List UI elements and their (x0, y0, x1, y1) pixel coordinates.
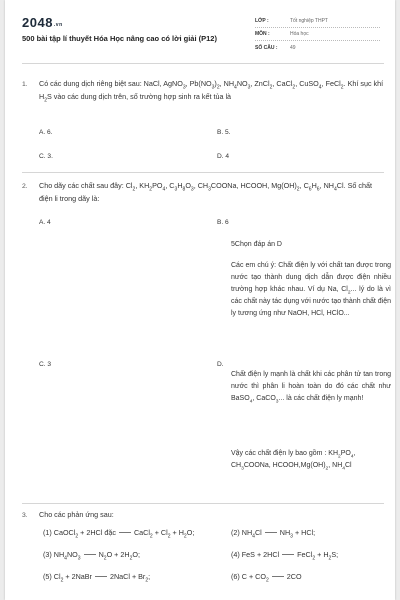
option-a[interactable]: A. 6. (39, 129, 53, 136)
meta-divider (255, 40, 380, 41)
question-divider (22, 172, 384, 173)
reaction-1: (1) CaOCl$_2$ + 2HCl đặc CaCl$_2$ + $Cl_2 + H_2O$; (43, 528, 195, 540)
reaction-2: (2) $NH_4Cl$ $NH_3$ + HCl; (231, 528, 316, 540)
option-d[interactable]: D. (217, 361, 224, 368)
meta-value-subject: Hóa học (290, 31, 309, 37)
meta-label-subject: MÔN : (255, 31, 270, 37)
arrow-icon (119, 532, 131, 533)
meta-label-class: LỚP : (255, 18, 269, 24)
question-text: Có các dung dịch riêng biệt sau: NaCl, AgNO$_3$, $Pb(NO_3)_2$, $NH_4NO_3$, ZnCl$_2$, CaCl$_2$, CuSO$_4$, FeCl$_2$. Khí sục khí $H_2S$ vào các dung dịch trên, số trường hợp sinh ra kết tủa là (39, 79, 384, 104)
arrow-icon (265, 532, 277, 533)
option-a[interactable]: A. 4 (39, 219, 51, 226)
answer-explanation-2: Chất điện ly mạnh là chất khi các phân tử tan trong nước thì phân li hoàn toàn do đó các chất như BaSO$_4$, CaCO$_3$... là các chất điện ly mạnh! (231, 371, 391, 405)
arrow-icon (95, 576, 107, 577)
answer-explanation-3: Vậy các chất điện ly bao gồm : $KH_2PO_4$, $CH_3COONa$, $HCOOH,Mg(OH)_2$, $NH_4Cl$ (231, 450, 356, 472)
question-number: 1. (22, 81, 28, 88)
meta-label-count: SỐ CÂU : (255, 45, 278, 51)
answer-explanation-1: Các em chú ý: Chất điện ly với chất tan được trong nước tạo thành dung dịch dẫn được điện nhiều trường hợp khác nhau. Ví dụ Na, $Cl_2$... lý do là vì các chất này tác dụng với nước tạo thành chất điện ly tương ứng như NaOH, HCl, HClO... (231, 262, 391, 317)
meta-value-count: 49 (290, 45, 296, 51)
question-text: Cho các phản ứng sau: (39, 510, 114, 519)
answer-choice: 5Chọn đáp án D (231, 241, 282, 248)
option-c[interactable]: C. 3. (39, 153, 53, 160)
site-logo[interactable]: 2048.vn (22, 15, 63, 30)
reaction-3: (3) $NH_4NO_3$ $N_2O + 2H_2O$; (43, 550, 140, 562)
question-number: 2. (22, 183, 28, 190)
header-divider (22, 63, 384, 64)
worksheet-page (5, 0, 395, 600)
option-d[interactable]: D. 4 (217, 153, 230, 160)
option-b[interactable]: B. 5. (217, 129, 231, 136)
arrow-icon (272, 576, 284, 577)
arrow-icon (282, 554, 294, 555)
document-title: 500 bài tập lí thuyết Hóa Học nâng cao có lời giải (P12) (22, 34, 217, 43)
question-number: 3. (22, 512, 28, 519)
option-c[interactable]: C. 3 (39, 361, 52, 368)
reaction-5: (5) $Cl_2$ + 2NaBr 2NaCl + $Br_2$; (43, 572, 151, 584)
meta-divider (255, 27, 380, 28)
question-text: Cho dãy các chất sau đây: $Cl_2$, $KH_2PO_4$, $C_3H_8O_3$, $CH_3COONa$, HCOOH, $Mg(OH)_2$, $C_6H_6$, $NH_4Cl$. Số chất điện li trong dãy là: (39, 181, 372, 203)
option-b[interactable]: B. 6 (217, 219, 229, 226)
reaction-6: (6) $C + CO_2$ 2CO (231, 572, 302, 584)
arrow-icon (84, 554, 96, 555)
question-divider (22, 503, 384, 504)
meta-value-class: Tốt nghiệp THPT (290, 18, 328, 24)
reaction-4: (4) FeS + 2HCl FeCl$_2$ + $H_2S$; (231, 550, 339, 562)
